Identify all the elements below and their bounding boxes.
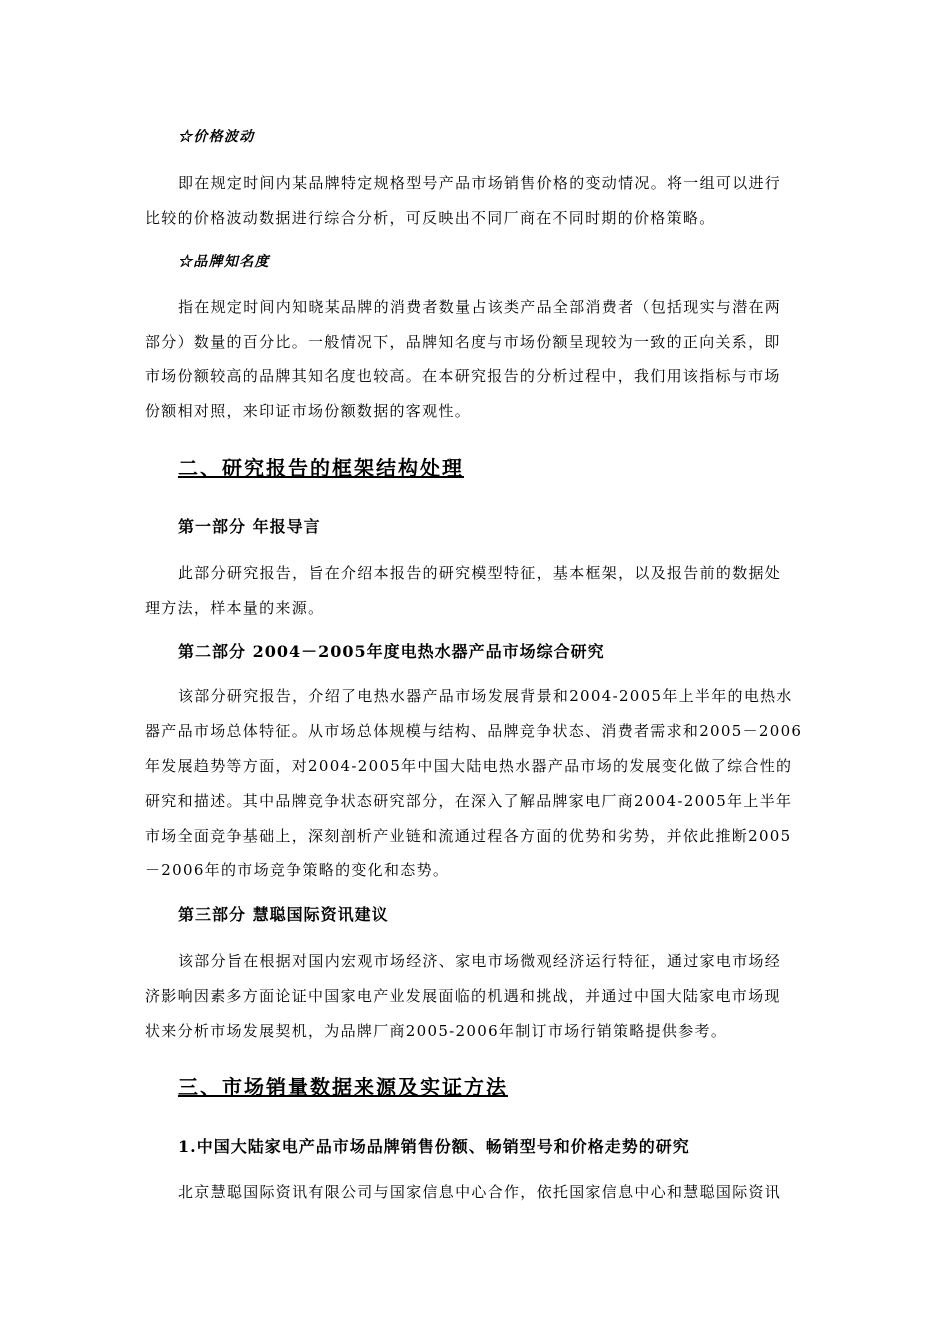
paragraph-line: 北京慧聪国际资讯有限公司与国家信息中心合作，依托国家信息中心和慧聪国际资讯 — [178, 1183, 782, 1201]
paragraph-line: 市场份额较高的品牌其知名度也较高。在本研究报告的分析过程中，我们用该指标与市场 — [145, 367, 781, 385]
paragraph-line: 部分）数量的百分比。一般情况下，品牌知名度与市场份额呈现较为一致的正向关系，即 — [145, 333, 781, 351]
paragraph-line: 此部分研究报告，旨在介绍本报告的研究模型特征，基本框架，以及报告前的数据处 — [178, 564, 782, 582]
paragraph-line: 器产品市场总体特征。从市场总体规模与结构、品牌竞争状态、消费者需求和2005－2006 — [145, 722, 803, 740]
paragraph-line: 研究和描述。其中品牌竞争状态研究部分，在深入了解品牌家电厂商2004-2005年上半年 — [145, 792, 793, 810]
subheading-part2: 第二部分 2004－2005年度电热水器产品市场综合研究 — [178, 642, 605, 661]
paragraph-line: 状来分析市场发展契机，为品牌厂商2005-2006年制订市场行销策略提供参考。 — [145, 1022, 728, 1040]
paragraph-line: 比较的价格波动数据进行综合分析，可反映出不同厂商在不同时期的价格策略。 — [145, 209, 716, 227]
subheading-1: 1.中国大陆家电产品市场品牌销售份额、畅销型号和价格走势的研究 — [178, 1137, 690, 1156]
paragraph-line: 济影响因素多方面论证中国家电产业发展面临的机遇和挑战，并通过中国大陆家电市场现 — [145, 987, 781, 1005]
paragraph-line: 份额相对照，来印证市场份额数据的客观性。 — [145, 402, 472, 420]
paragraph-line: 该部分研究报告，介绍了电热水器产品市场发展背景和2004-2005年上半年的电热水 — [178, 687, 793, 705]
paragraph-line: 即在规定时间内某品牌特定规格型号产品市场销售价格的变动情况。将一组可以进行 — [178, 174, 782, 192]
paragraph-line: 年发展趋势等方面，对2004-2005年中国大陆电热水器产品市场的发展变化做了综合性的 — [145, 757, 793, 775]
subheading-part1: 第一部分 年报导言 — [178, 517, 321, 536]
paragraph-line: 理方法，样本量的来源。 — [145, 599, 325, 617]
term-price-fluctuation: ☆价格波动 — [178, 129, 255, 145]
paragraph-line: －2006年的市场竞争策略的变化和态势。 — [145, 861, 450, 879]
paragraph-line: 指在规定时间内知晓某品牌的消费者数量占该类产品全部消费者（包括现实与潜在两 — [178, 298, 782, 316]
paragraph-line: 该部分旨在根据对国内宏观市场经济、家电市场微观经济运行特征，通过家电市场经 — [178, 952, 782, 970]
subheading-part3: 第三部分 慧聪国际资讯建议 — [178, 905, 389, 924]
section-heading: 二、研究报告的框架结构处理 — [178, 456, 464, 480]
term-brand-awareness: ☆品牌知名度 — [178, 254, 270, 270]
paragraph-line: 市场全面竞争基础上，深刻剖析产业链和流通过程各方面的优势和劣势，并依此推断2005 — [145, 827, 792, 845]
section-heading: 三、市场销量数据来源及实证方法 — [178, 1075, 508, 1099]
